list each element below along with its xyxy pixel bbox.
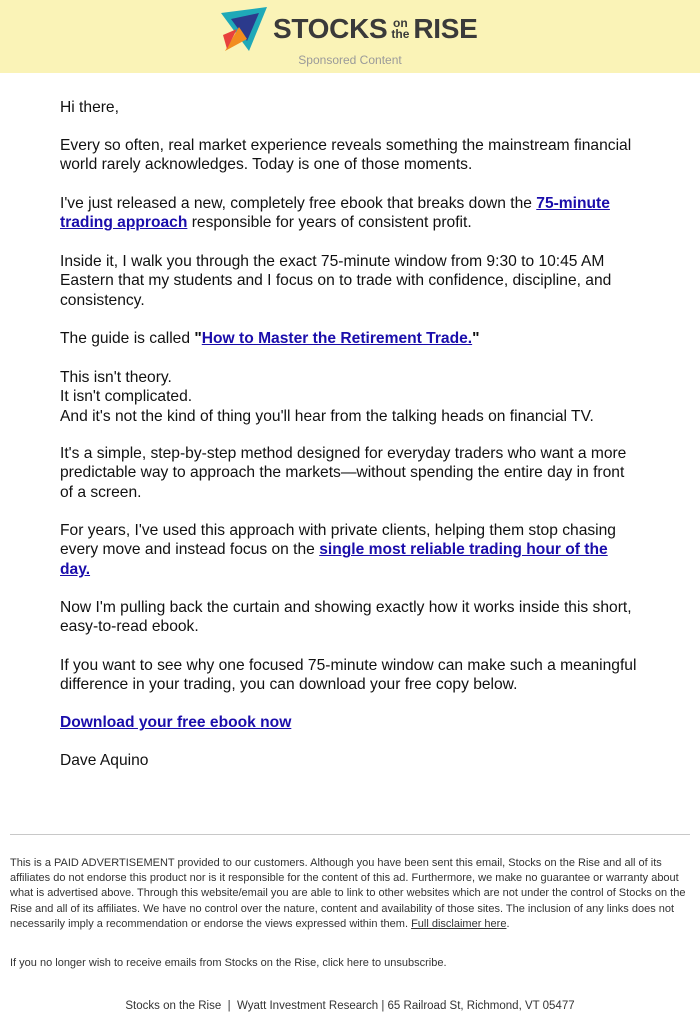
paragraph-window: Inside it, I walk you through the exact 75-minute window from 9:30 to 10:45 AM Eastern that my students and I focus on to trade with confidence, discipline, and consistency. [60,253,612,309]
download-ebook-link[interactable]: Download your free ebook now [60,714,292,731]
quote-close: " [472,330,480,347]
reliable-trading-hour-link[interactable]: single most reliable trading hour of the day. [60,541,608,578]
paragraph-curtain: Now I'm pulling back the curtain and showing exactly how it works inside this short, easy-to-read ebook. [60,599,632,636]
paragraph-download-intro: If you want to see why one focused 75-minute window can make such a meaningful difference in your trading, you can download your free copy below. [60,657,637,694]
line-talking-heads: And it's not the kind of thing you'll hear from the talking heads on financial TV. [60,407,594,425]
greeting: Hi there, [60,99,119,116]
guide-title-link[interactable]: How to Master the Retirement Trade. [201,330,473,347]
paragraph-ebook [60,194,640,233]
unsubscribe-text[interactable]: If you no longer wish to receive emails from Stocks on the Rise, click here to unsubscribe. [10,957,447,969]
disclaimer-body: This is a PAID ADVERTISEMENT provided to our customers. Although you have been sent this email, Stocks on the Rise and all of its affiliates do not endorse this product nor is it responsible for the content of this ad. Furthermore, we make no guarantee or warranty about what is advertised above. Through this website/email you are able to link to other websites which are not under the control of Stocks on the Rise and all of its affiliates. We have no control over the nature, content and availability of those sites. The inclusion of any links does not necessarily imply a recommendation or endorse the views expressed within them. [10,857,686,930]
quote-open: " [194,330,202,347]
cta-paragraph [60,713,291,732]
brand-word-stocks: STOCKS [273,13,388,44]
paragraph-clients-text: For years, I've used this approach with private clients, helping them stop chasing every move and instead focus on the [60,522,616,559]
paragraph-private-clients [60,521,640,579]
paragraph-guide [60,329,480,348]
full-disclaimer-link[interactable]: Full disclaimer here [411,917,507,930]
brand-word-rise: RISE [413,13,478,44]
header-banner [0,0,700,73]
sponsored-label: Sponsored Content [298,53,402,67]
brand-word-on: on [393,16,408,30]
paragraph-method: It's a simple, step-by-step method designed for everyday traders who want a more predictable way to approach the markets—without spending the entire day in front of a screen. [60,445,627,501]
line-not-complicated: It isn't complicated. [60,388,193,406]
brand-logo[interactable] [219,5,478,53]
line-not-theory: This isn't theory. [60,369,172,386]
footer-divider [10,834,690,835]
signature: Dave Aquino [60,752,149,769]
brand-word-the: the [391,27,410,41]
disclaimer-text [10,856,694,932]
brand-connector [391,18,409,40]
paragraph-ebook-text: I've just released a new, completely free ebook that breaks down the [60,195,537,212]
paragraph-guide-text: The guide is called [60,330,195,347]
75-minute-approach-link[interactable]: 75-minute trading approach [60,195,610,232]
paragraph-intro: Every so often, real market experience reveals something the mainstream financial world rarely acknowledges. Today is one of those moments. [60,137,632,174]
footer-address: Stocks on the Rise | Wyatt Investment Research | 65 Railroad St, Richmond, VT 05477 [125,1000,575,1012]
paragraph-ebook-text-end: responsible for years of consistent profit. [187,214,472,232]
paragraph-not-theory [60,368,594,426]
triangle-logo-icon [219,5,269,53]
disclaimer-period: . [506,917,510,930]
brand-name [273,13,478,45]
